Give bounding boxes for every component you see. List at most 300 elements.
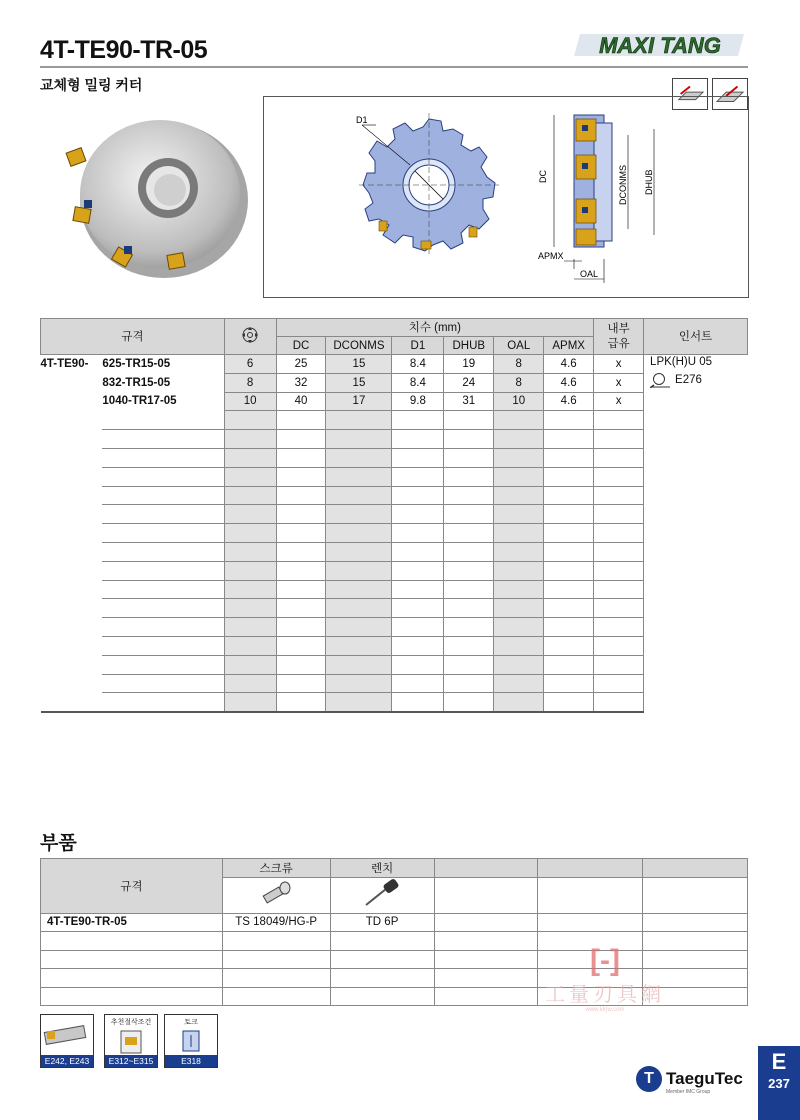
parts-icon-empty [538, 877, 643, 913]
cell-dhub [444, 693, 494, 712]
cell-oal: 8 [494, 355, 544, 374]
parts-col-spec: 규격 [41, 859, 223, 914]
cell-oal [494, 486, 544, 505]
screw-icon-cell [222, 877, 330, 913]
cell-apmx: 4.6 [544, 373, 594, 392]
cell-coolant [594, 655, 644, 674]
watermark-glyph: [-] [590, 944, 620, 977]
parts-section-title: 부품 [40, 833, 77, 854]
model-prefix [41, 411, 103, 430]
cell-coolant: x [594, 373, 644, 392]
model-prefix [41, 599, 103, 618]
brand-subtitle: Member IMC Group [666, 1089, 711, 1095]
model-prefix [41, 636, 103, 655]
cell-z: 6 [224, 355, 276, 374]
cell-coolant [594, 618, 644, 637]
cell-dconms [326, 674, 392, 693]
side-view [574, 115, 612, 247]
cell-z [224, 599, 276, 618]
parts-cell-model [41, 969, 223, 988]
spec-row [41, 467, 748, 486]
cell-coolant: x [594, 355, 644, 374]
cell-dc [276, 411, 326, 430]
cell-dhub [444, 467, 494, 486]
cell-d1 [392, 542, 444, 561]
parts-cell-empty [643, 913, 748, 932]
cell-dconms [326, 505, 392, 524]
label-d1: D1 [356, 115, 368, 125]
spec-row [41, 542, 748, 561]
torque-title: 토크 [184, 1019, 198, 1026]
model-prefix [41, 430, 103, 449]
cell-z [224, 486, 276, 505]
cell-oal [494, 411, 544, 430]
cell-dc [276, 580, 326, 599]
cell-coolant [594, 599, 644, 618]
model-prefix [41, 524, 103, 543]
cell-apmx [544, 618, 594, 637]
label-apmx: APMX [538, 251, 564, 261]
cell-oal [494, 636, 544, 655]
cell-coolant [594, 430, 644, 449]
parts-cell-empty [434, 950, 538, 969]
drawing-canvas [264, 97, 748, 297]
cell-oal [494, 674, 544, 693]
parts-row [41, 913, 748, 932]
cell-dconms [326, 448, 392, 467]
parts-cell-empty [434, 987, 538, 1006]
cell-dc [276, 599, 326, 618]
magnifier-icon [650, 372, 672, 388]
cell-apmx [544, 486, 594, 505]
cell-dc: 25 [276, 355, 326, 374]
brand-text: MAXI TANG [599, 33, 721, 58]
cell-oal [494, 467, 544, 486]
model-code [102, 674, 224, 693]
parts-col-screw: 스크류 [222, 859, 330, 878]
cell-oal [494, 599, 544, 618]
holder-reference-icon[interactable] [40, 1014, 94, 1068]
page-number: 237 [768, 1076, 790, 1091]
cell-dhub [444, 561, 494, 580]
model-prefix [41, 542, 103, 561]
cell-apmx [544, 674, 594, 693]
model-prefix [41, 618, 103, 637]
cell-coolant [594, 467, 644, 486]
label-oal: OAL [580, 269, 599, 279]
parts-col-wrench: 렌치 [330, 859, 434, 878]
model-prefix [41, 693, 103, 712]
cell-coolant [594, 524, 644, 543]
cell-d1 [392, 674, 444, 693]
spec-row [41, 430, 748, 449]
insert-reference[interactable] [650, 372, 747, 388]
cell-z [224, 674, 276, 693]
cell-apmx [544, 524, 594, 543]
model-code: 625-TR15-05 [102, 358, 171, 371]
cell-dhub [444, 542, 494, 561]
parts-cell-empty [434, 969, 538, 988]
cell-dhub [444, 655, 494, 674]
parts-cell-empty [538, 913, 643, 932]
cell-oal [494, 524, 544, 543]
label-dhub: DHUB [644, 169, 654, 195]
model-code [102, 561, 224, 580]
cell-d1 [392, 561, 444, 580]
cell-d1 [392, 636, 444, 655]
parts-cell-model [41, 987, 223, 1006]
model-code [102, 411, 224, 430]
spec-row [41, 355, 748, 374]
cell-coolant [594, 448, 644, 467]
col-header-d1: D1 [392, 337, 444, 355]
parts-cell-screw [222, 987, 330, 1006]
model-prefix [41, 392, 103, 411]
col-header-spec: 규격 [41, 319, 225, 355]
col-header-oal: OAL [494, 337, 544, 355]
screw-icon [256, 879, 296, 909]
spec-row [41, 411, 748, 430]
cell-oal [494, 580, 544, 599]
maxitang-logo [574, 30, 750, 60]
cutting-conditions-label: E312~E315 [105, 1055, 157, 1067]
parts-cell-empty [434, 913, 538, 932]
model-code [102, 486, 224, 505]
model-code [102, 524, 224, 543]
model-code [102, 636, 224, 655]
cell-dhub [444, 411, 494, 430]
model-code: 1040-TR17-05 [102, 395, 177, 408]
cell-d1 [392, 486, 444, 505]
cell-dhub [444, 486, 494, 505]
model-code [102, 618, 224, 637]
cell-dc [276, 505, 326, 524]
cell-d1 [392, 430, 444, 449]
cell-dc [276, 561, 326, 580]
cell-coolant [594, 636, 644, 655]
cell-dc: 40 [276, 392, 326, 411]
cell-apmx [544, 467, 594, 486]
cell-oal [494, 430, 544, 449]
spec-row [41, 674, 748, 693]
cell-dconms [326, 618, 392, 637]
cell-apmx: 4.6 [544, 392, 594, 411]
cell-dconms [326, 693, 392, 712]
torque-reference-icon[interactable] [164, 1014, 218, 1068]
cell-dconms [326, 636, 392, 655]
col-header-dimensions: 치수 (mm) [276, 319, 594, 337]
cell-d1: 9.8 [392, 392, 444, 411]
col-header-coolant: 내부 급유 [594, 319, 644, 355]
cell-d1 [392, 655, 444, 674]
label-dconms: DCONMS [618, 165, 628, 205]
spec-row [41, 486, 748, 505]
cell-dconms [326, 599, 392, 618]
cell-dconms [326, 411, 392, 430]
watermark-url: www.klrjw.com [585, 1007, 625, 1013]
cell-dc [276, 618, 326, 637]
cell-z [224, 636, 276, 655]
cutting-conditions-icon[interactable] [104, 1014, 158, 1068]
model-code: 832-TR15-05 [102, 376, 171, 389]
cell-dconms: 17 [326, 392, 392, 411]
cell-z [224, 524, 276, 543]
model-prefix [41, 486, 103, 505]
cell-coolant [594, 486, 644, 505]
cell-apmx [544, 561, 594, 580]
cell-oal [494, 655, 544, 674]
model-code [102, 542, 224, 561]
cell-z [224, 693, 276, 712]
model-prefix [41, 580, 103, 599]
cell-z [224, 411, 276, 430]
cell-coolant [594, 674, 644, 693]
col-header-apmx: APMX [544, 337, 594, 355]
parts-icon-empty [434, 877, 538, 913]
cell-d1: 8.4 [392, 355, 444, 374]
model-code [102, 599, 224, 618]
cell-dc [276, 542, 326, 561]
book-icon [105, 1027, 157, 1057]
cell-dhub: 31 [444, 392, 494, 411]
watermark-text: 工量刃具網 [545, 984, 665, 1006]
cell-z [224, 655, 276, 674]
cell-dc [276, 430, 326, 449]
cell-coolant [594, 580, 644, 599]
cell-dhub: 19 [444, 355, 494, 374]
spec-row [41, 561, 748, 580]
cell-d1 [392, 467, 444, 486]
section-tab [758, 1046, 800, 1120]
col-header-dconms: DCONMS [326, 337, 392, 355]
cell-dhub [444, 524, 494, 543]
cell-apmx [544, 655, 594, 674]
cell-dhub: 24 [444, 373, 494, 392]
model-prefix [41, 674, 103, 693]
parts-cell-screw: TS 18049/HG-P [222, 913, 330, 932]
cell-dconms [326, 430, 392, 449]
parts-cell-screw [222, 950, 330, 969]
torque-reference-label: E318 [165, 1055, 217, 1067]
cell-oal [494, 693, 544, 712]
parts-cell-model: 4T-TE90-TR-05 [41, 913, 223, 932]
cell-z [224, 561, 276, 580]
wrench-icon-cell [330, 877, 434, 913]
cell-dhub [444, 599, 494, 618]
cell-dconms [326, 524, 392, 543]
cell-coolant [594, 411, 644, 430]
cell-dc [276, 636, 326, 655]
parts-col-empty [538, 859, 643, 878]
parts-cell-wrench [330, 987, 434, 1006]
cell-dhub [444, 636, 494, 655]
cell-coolant [594, 542, 644, 561]
model-code [102, 467, 224, 486]
cell-apmx [544, 448, 594, 467]
cell-d1 [392, 448, 444, 467]
cell-apmx [544, 599, 594, 618]
cell-dconms: 15 [326, 373, 392, 392]
section-letter: E [771, 1049, 787, 1074]
cell-z [224, 430, 276, 449]
teeth-count-icon [240, 325, 260, 345]
torque-wrench-icon [165, 1027, 217, 1057]
page-subtitle: 교체형 밀링 커터 [40, 77, 143, 93]
cell-oal [494, 448, 544, 467]
cell-apmx [544, 693, 594, 712]
label-dc: DC [538, 170, 548, 183]
cell-coolant [594, 505, 644, 524]
cell-d1 [392, 411, 444, 430]
cell-dconms [326, 561, 392, 580]
holder-reference-label: E242, E243 [41, 1055, 93, 1067]
cell-coolant: x [594, 392, 644, 411]
parts-cell-wrench [330, 950, 434, 969]
cell-oal [494, 618, 544, 637]
cell-dconms [326, 486, 392, 505]
cutting-conditions-title: 추천절삭조건 [110, 1019, 152, 1026]
cell-d1 [392, 505, 444, 524]
parts-cell-model [41, 950, 223, 969]
model-code [102, 505, 224, 524]
cell-apmx [544, 636, 594, 655]
cell-apmx: 4.6 [544, 355, 594, 374]
cell-apmx [544, 542, 594, 561]
spec-table-body [41, 355, 748, 712]
spec-row [41, 636, 748, 655]
cell-oal [494, 561, 544, 580]
model-prefix [41, 561, 103, 580]
model-code [102, 580, 224, 599]
parts-cell-empty [434, 932, 538, 951]
cell-dc: 32 [276, 373, 326, 392]
col-header-insert: 인서트 [644, 319, 748, 355]
cell-dhub [444, 580, 494, 599]
cell-z [224, 618, 276, 637]
cell-d1 [392, 580, 444, 599]
cell-oal: 10 [494, 392, 544, 411]
spec-row [41, 373, 748, 392]
parts-col-empty [643, 859, 748, 878]
model-code [102, 655, 224, 674]
cell-dconms [326, 467, 392, 486]
cell-z [224, 542, 276, 561]
model-prefix: 4T-TE90- [40, 358, 89, 371]
cell-d1: 8.4 [392, 373, 444, 392]
spec-row [41, 693, 748, 712]
parts-col-empty [434, 859, 538, 878]
technical-drawing [263, 96, 749, 298]
spec-row [41, 448, 748, 467]
cell-z [224, 448, 276, 467]
cell-dc [276, 674, 326, 693]
spec-row [41, 618, 748, 637]
model-prefix [41, 373, 103, 392]
cell-oal [494, 542, 544, 561]
cell-d1 [392, 618, 444, 637]
cell-dconms [326, 542, 392, 561]
cell-dc [276, 467, 326, 486]
taegutec-logo-icon: T [636, 1066, 662, 1092]
spec-row [41, 580, 748, 599]
title-divider [40, 66, 748, 68]
cell-dhub [444, 505, 494, 524]
cell-z [224, 580, 276, 599]
spec-row [41, 524, 748, 543]
cell-coolant [594, 693, 644, 712]
model-prefix [41, 655, 103, 674]
cell-d1 [392, 599, 444, 618]
cell-z [224, 505, 276, 524]
col-header-dc: DC [276, 337, 326, 355]
model-code [102, 693, 224, 712]
cell-dhub [444, 674, 494, 693]
cell-apmx [544, 430, 594, 449]
parts-cell-wrench: TD 6P [330, 913, 434, 932]
cell-oal: 8 [494, 373, 544, 392]
spec-row [41, 599, 748, 618]
cell-dc [276, 655, 326, 674]
spec-row [41, 505, 748, 524]
parts-icon-empty [643, 877, 748, 913]
col-header-teeth [224, 319, 276, 355]
cell-coolant [594, 561, 644, 580]
insert-code: LPK(H)U 05 [650, 356, 713, 368]
parts-cell-wrench [330, 932, 434, 951]
cell-d1 [392, 693, 444, 712]
cell-dhub [444, 430, 494, 449]
cell-dconms: 15 [326, 355, 392, 374]
cell-dc [276, 486, 326, 505]
cell-z: 10 [224, 392, 276, 411]
cell-dc [276, 693, 326, 712]
model-prefix [41, 448, 103, 467]
brand-name: TaeguTec [666, 1069, 743, 1088]
cell-dc [276, 448, 326, 467]
cell-dconms [326, 580, 392, 599]
watermark [540, 944, 670, 1016]
parts-cell-model [41, 932, 223, 951]
specification-table [40, 318, 748, 713]
wrench-icon [360, 879, 404, 909]
cell-d1 [392, 524, 444, 543]
model-code [102, 448, 224, 467]
parts-cell-screw [222, 932, 330, 951]
spec-row [41, 392, 748, 411]
insert-page-ref[interactable]: E276 [675, 374, 702, 386]
page-title: 4T-TE90-TR-05 [40, 36, 208, 64]
product-photo [64, 108, 250, 288]
insert-cell [644, 355, 748, 712]
parts-cell-wrench [330, 969, 434, 988]
cell-oal [494, 505, 544, 524]
model-prefix [41, 467, 103, 486]
cell-dc [276, 524, 326, 543]
cell-dhub [444, 448, 494, 467]
spec-row [41, 655, 748, 674]
parts-cell-screw [222, 969, 330, 988]
cell-z: 8 [224, 373, 276, 392]
model-prefix [41, 505, 103, 524]
cell-z [224, 467, 276, 486]
model-code [102, 430, 224, 449]
holder-icon [41, 1015, 93, 1055]
cell-apmx [544, 411, 594, 430]
cell-apmx [544, 580, 594, 599]
cell-apmx [544, 505, 594, 524]
cell-dconms [326, 655, 392, 674]
cell-dhub [444, 618, 494, 637]
